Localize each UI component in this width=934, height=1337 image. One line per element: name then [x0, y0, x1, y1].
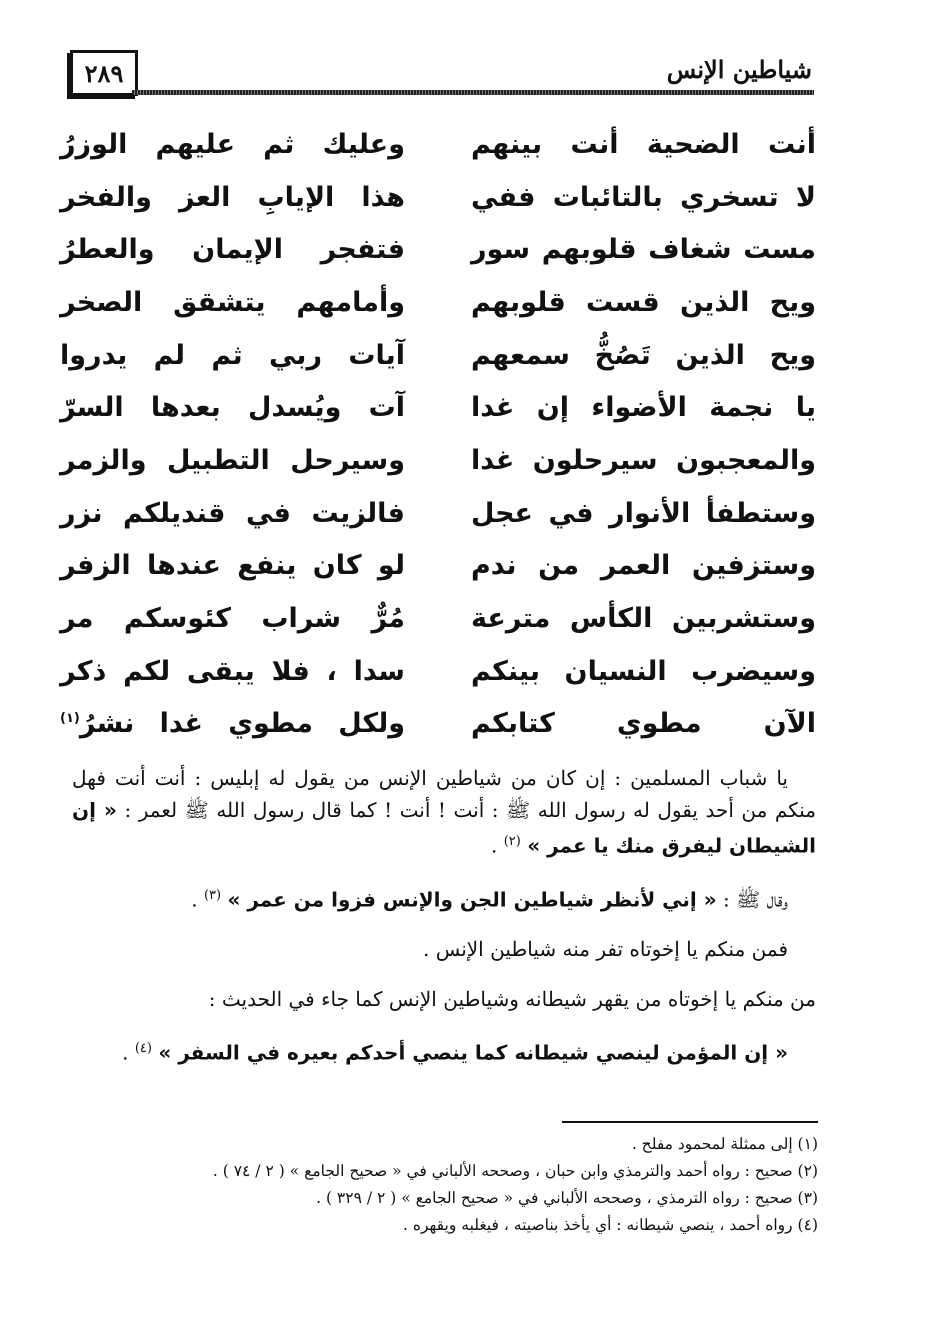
paragraph [72, 880, 816, 916]
verse-second-hemistich [60, 708, 405, 739]
verse-second-hemistich: وعليك ثم عليهم الوزرُ [60, 128, 405, 160]
poem-verse [60, 118, 816, 171]
verse-second-hemistich: آيات ربي ثم لم يدروا [60, 339, 405, 371]
verse-first-hemistich: ويح الذين تَصُخُّ سمعهم [471, 339, 816, 371]
paragraph-end: . [491, 833, 504, 858]
poem-verse [60, 592, 816, 645]
poem-verse [60, 171, 816, 224]
verse-first-hemistich: الآن مطوي كتابكم [471, 708, 816, 740]
page-number: ٢٨٩ [84, 58, 124, 88]
verse-first-hemistich: وستطفأ الأنوار في عجل [471, 497, 816, 529]
verse-first-hemistich: يا نجمة الأضواء إن غدا [471, 392, 816, 424]
verse-first-hemistich: ويح الذين قست قلوبهم [471, 286, 816, 318]
verse-second-hemistich: هذا الإيابِ العز والفخر [60, 181, 405, 213]
poem-verse [60, 487, 816, 540]
footnote: (٤) رواه أحمد ، ينصي شيطانه : أي يأخذ بناصيته ، فيغلبه ويقهره . [403, 1216, 818, 1234]
poem-verse [60, 434, 816, 487]
verse-second-hemistich: فالزيت في قنديلكم نزر [60, 497, 405, 529]
paragraph-end: . [191, 887, 204, 912]
verse-last-text: ولكل مطوي غدا نشرُ [79, 708, 405, 740]
poem-verse [60, 645, 816, 698]
verse-second-hemistich: لو كان ينفع عندها الزفر [60, 550, 405, 582]
footnote: (١) إلى ممثلة لمحمود مفلح . [631, 1135, 818, 1153]
verse-first-hemistich: مست شغاف قلوبهم سور [471, 234, 816, 266]
hadith-quote: « إن المؤمن لينصي شيطانه كما ينصي أحدكم بعيره في السفر » [158, 1040, 788, 1065]
paragraph-end: . [122, 1040, 135, 1065]
paragraph: من منكم يا إخوتاه من يقهر شيطانه وشياطين الإنس كما جاء في الحديث : [208, 987, 816, 1012]
page-number-box [70, 50, 138, 96]
poem [60, 118, 816, 750]
verse-first-hemistich: وستزفين العمر من ندم [471, 550, 816, 582]
hadith-quote: « إن الشيطان ليفرق منك يا عمر » [72, 798, 816, 858]
footnote-reference: (٢) [503, 834, 521, 849]
verse-second-hemistich: مُرٌّ شراب كئوسكم مر [60, 603, 405, 635]
footnote-reference: (٣) [203, 887, 222, 903]
verse-second-hemistich: وسيرحل التطبيل والزمر [60, 444, 405, 476]
poem-verse [60, 698, 816, 751]
verse-second-hemistich: سدا ، فلا يبقى لكم ذكر [60, 655, 405, 687]
hadith-quote: « إني لأنظر شياطين الجن والإنس فزوا من عمر » [227, 887, 717, 912]
footnotes [100, 1131, 818, 1239]
poem-verse [60, 329, 816, 382]
verse-first-hemistich: وسيضرب النسيان بينكم [471, 655, 816, 687]
poem-verse [60, 276, 816, 329]
poem-verse [60, 540, 816, 593]
header-rule [132, 90, 814, 95]
paragraph [72, 762, 816, 862]
verse-second-hemistich: آت ويُسدل بعدها السرّ [60, 392, 405, 424]
footnote-reference: (١) [60, 711, 80, 727]
footnote: (٣) صحيح : رواه الترمذي ، وصححه الألباني في « صحيح الجامع » ( ٢ / ٣٢٩ ) . [316, 1189, 818, 1207]
verse-second-hemistich: وأمامهم يتشقق الصخر [60, 286, 405, 318]
paragraph-text: يا شباب المسلمين : إن كان من شياطين الإنس من يقول له إبليس : أنت أنت فهل منكم من أحد يقول له رسول الله ﷺ : أنت ! أنت ! كما قال رسول الله ﷺ لعمر : [72, 766, 816, 822]
poem-verse [60, 223, 816, 276]
body-text [72, 762, 816, 1069]
verse-second-hemistich: فتفجر الإيمان والعطرُ [60, 234, 405, 266]
verse-first-hemistich: لا تسخري بالتائبات ففي [471, 181, 816, 213]
footnote-reference: (٤) [134, 1041, 152, 1057]
paragraph [72, 1033, 816, 1069]
paragraph: فمن منكم يا إخوتاه تفر منه شياطين الإنس . [423, 937, 788, 962]
paragraph-text: وقال ﷺ : [716, 887, 788, 912]
poem-verse [60, 381, 816, 434]
footnote: (٢) صحيح : رواه أحمد والترمذي وابن حبان ، وصححه الألباني في « صحيح الجامع » ( ٢ / ٧٤ ) . [212, 1162, 818, 1180]
verse-first-hemistich: وستشربين الكأس مترعة [471, 603, 816, 635]
running-header-title: شياطين الإنس [666, 55, 812, 84]
footnote-separator [562, 1121, 818, 1123]
verse-first-hemistich: أنت الضحية أنت بينهم [471, 128, 816, 160]
verse-first-hemistich: والمعجبون سيرحلون غدا [471, 444, 816, 476]
